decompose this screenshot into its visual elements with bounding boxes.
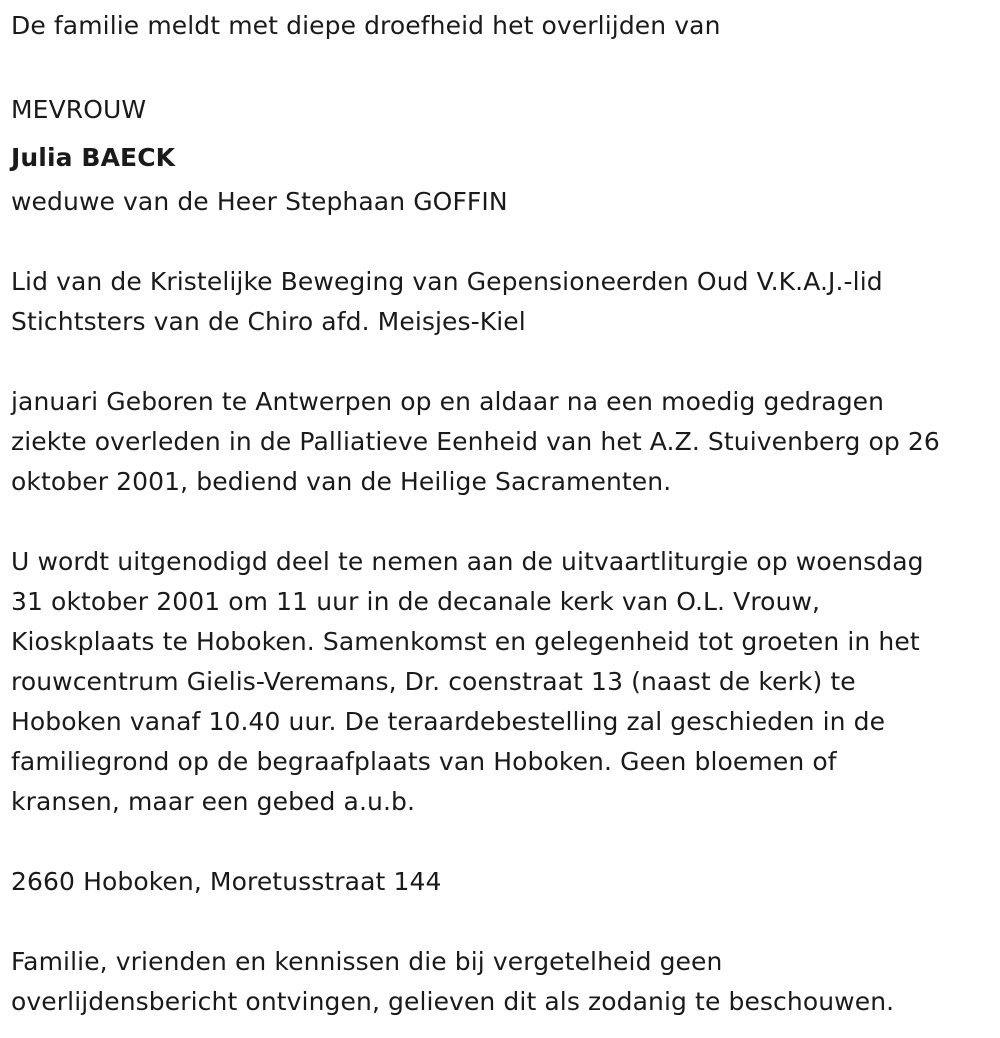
widow-of-line: weduwe van de Heer Stephaan GOFFIN — [11, 187, 508, 216]
paragraph-line: overlijdensbericht ontvingen, gelieven dit als zodanig te beschouwen. — [11, 987, 895, 1016]
spacer — [11, 502, 991, 542]
funeral-paragraph — [11, 542, 991, 822]
membership-line: Lid van de Kristelijke Beweging van Gepensioneerden Oud V.K.A.J.-lid — [11, 267, 883, 296]
spacer — [11, 822, 991, 862]
death-notice — [11, 6, 991, 1022]
spacer — [11, 342, 991, 382]
paragraph-line: oktober 2001, bediend van de Heilige Sacramenten. — [11, 467, 672, 496]
paragraph-line: Kioskplaats te Hoboken. Samenkomst en gelegenheid tot groeten in het — [11, 627, 920, 656]
memberships-paragraph — [11, 262, 991, 342]
honorific-title: MEVROUW — [11, 95, 147, 124]
paragraph-line: U wordt uitgenodigd deel te nemen aan de uitvaartliturgie op woensdag — [11, 547, 924, 576]
paragraph-line: familiegrond op de begraafplaats van Hoboken. Geen bloemen of — [11, 747, 837, 776]
paragraph-line: Familie, vrienden en kennissen die bij vergetelheid geen — [11, 947, 723, 976]
paragraph-line: 31 oktober 2001 om 11 uur in de decanale kerk van O.L. Vrouw, — [11, 587, 821, 616]
spacer — [11, 222, 991, 262]
intro-text: De familie meldt met diepe droefheid het overlijden van — [11, 11, 721, 40]
spacer — [11, 46, 991, 86]
deceased-name: Julia BAECK — [11, 143, 176, 172]
membership-line: Stichtsters van de Chiro afd. Meisjes-Kiel — [11, 307, 526, 336]
birth-death-paragraph — [11, 382, 991, 502]
paragraph-line: januari Geboren te Antwerpen op en aldaar na een moedig gedragen — [11, 387, 885, 416]
spacer — [11, 902, 991, 942]
address-line: 2660 Hoboken, Moretusstraat 144 — [11, 867, 442, 896]
paragraph-line: rouwcentrum Gielis-Veremans, Dr. coenstraat 13 (naast de kerk) te — [11, 667, 856, 696]
paragraph-line: Hoboken vanaf 10.40 uur. De teraardebestelling zal geschieden in de — [11, 707, 886, 736]
closing-paragraph — [11, 942, 991, 1022]
paragraph-line: ziekte overleden in de Palliatieve Eenheid van het A.Z. Stuivenberg op 26 — [11, 427, 940, 456]
paragraph-line: kransen, maar een gebed a.u.b. — [11, 787, 416, 816]
